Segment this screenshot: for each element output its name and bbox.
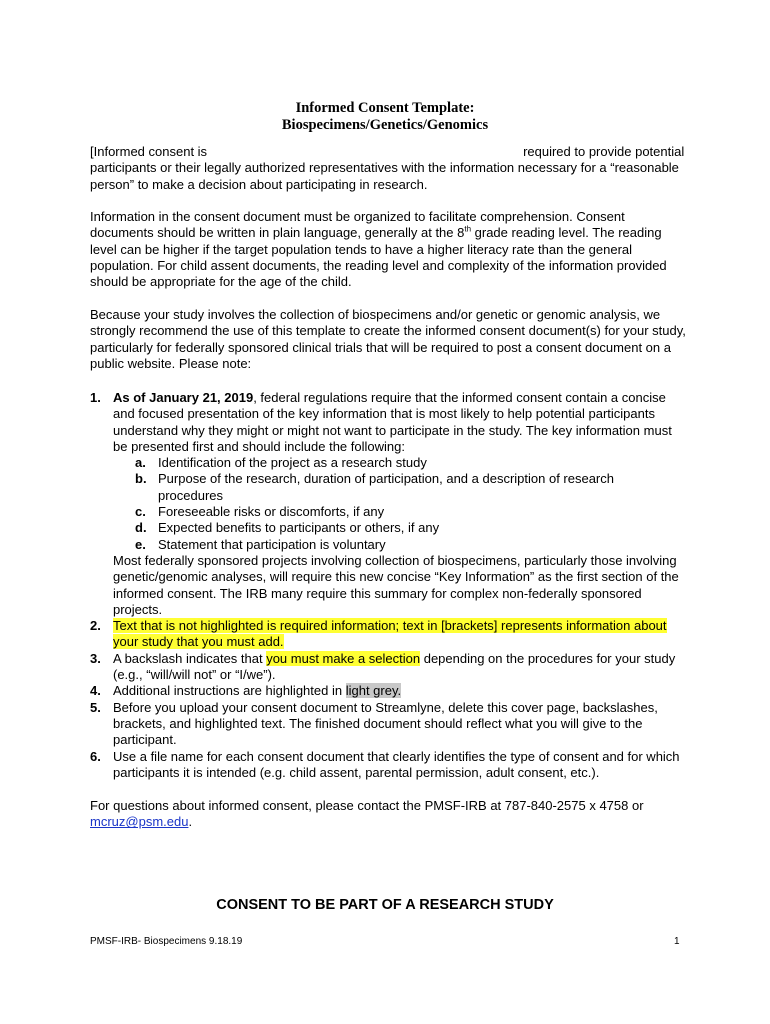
- title-line-1: Informed Consent Template:: [295, 100, 475, 116]
- note-item-3: [90, 651, 680, 684]
- key-information-note: Most federally sponsored projects involving collection of biospecimens, particularly those involving genetic/genomic analyses, will require this new concise “Key Information” as the first section of the informed consent. The IRB many require this summary for complex non-federally sponsored projects.: [113, 552, 679, 617]
- note-item-6: [90, 749, 680, 782]
- contact-text: For questions about informed consent, please contact the PMSF-IRB at 787-840-2575 x 4758 or: [90, 798, 644, 813]
- title-line-2: Biospecimens/Genetics/Genomics: [281, 117, 489, 133]
- note-text: Additional instructions are highlighted in: [113, 683, 346, 699]
- note-text: Before you upload your consent document to Streamlyne, delete this cover page, backslashes, brackets, and highlighted text. The finished document should reflect what you will give to the participant.: [113, 699, 658, 748]
- footer-document-id: PMSF-IRB- Biospecimens 9.18.19: [90, 936, 243, 947]
- subitem-text: Identification of the project as a research study: [158, 455, 427, 471]
- subitem-a: [113, 455, 680, 471]
- readability-text-1: Information in the consent document must be organized to facilitate comprehension. Consent documents should be written in plain language, generally at the 8: [90, 209, 625, 241]
- contact-end: .: [188, 814, 193, 830]
- subitem-d: [113, 520, 680, 536]
- subitem-e: [113, 537, 680, 553]
- notes-list: [90, 390, 680, 781]
- intro-paragraph: [90, 144, 690, 193]
- note-number: 6.: [90, 748, 101, 764]
- note-number: 1.: [90, 390, 101, 405]
- consent-heading: CONSENT TO BE PART OF A RESEARCH STUDY: [216, 897, 554, 913]
- subitem-text: Purpose of the research, duration of participation, and a description of research procedures: [158, 471, 614, 503]
- note-item-1: [90, 390, 680, 618]
- note-text: , federal regulations require that the informed consent contain a concise and focused presentation of the key information that is most likely to help potential participants understand why they might or might not want to participate in the study. The key information must be presented first and should include the following:: [113, 390, 672, 454]
- ordinal-superscript: th: [464, 224, 472, 234]
- subitem-c: [113, 504, 680, 520]
- note-number: 2.: [90, 618, 101, 634]
- grey-highlight: light grey.: [345, 683, 402, 699]
- document-title: [0, 100, 770, 134]
- note-text: depending on the procedures for your study (e.g., “will/will not” or “I/we”).: [113, 650, 676, 683]
- note-number: 4.: [90, 683, 101, 699]
- key-information-list: [113, 455, 680, 553]
- subitem-text: Expected benefits to participants or others, if any: [158, 520, 440, 536]
- subitem-letter: e.: [135, 536, 146, 552]
- contact-paragraph: [90, 798, 690, 831]
- required-info-highlight: Text that is not highlighted is required information; text in [brackets] represents information about your study that you must add.: [113, 618, 667, 650]
- note-item-2: [90, 618, 680, 651]
- note-text: Use a file name for each consent document that clearly identifies the type of consent and for which participants it is intended (e.g. child assent, parental permission, adult consent, etc.).: [113, 748, 680, 780]
- note-item-5: [90, 700, 680, 749]
- because-text: Because your study involves the collection of biospecimens and/or genetic or genomic analysis, we strongly recommend the use of this template to create the informed consent document(s) for your study, particularly for federally sponsored clinical trials that will be required to post a consent document on a public website. Please note:: [90, 307, 686, 371]
- note-number: 5.: [90, 699, 101, 715]
- readability-paragraph: [90, 209, 690, 290]
- email-link[interactable]: mcruz@psm.edu: [90, 814, 189, 830]
- selection-highlight: you must make a selection: [266, 650, 421, 666]
- note-text: A backslash indicates that: [113, 650, 267, 666]
- intro-rest: potential participants or their legally authorized representatives with the information necessary for a “reasonable person” to make a decision about participating in research.: [90, 144, 685, 192]
- intro-end: required to provide: [523, 144, 632, 159]
- intro-start: [Informed consent is: [90, 144, 208, 159]
- subitem-letter: d.: [135, 520, 147, 536]
- note-item-4: [90, 683, 680, 699]
- note-number: 3.: [90, 650, 101, 666]
- subitem-letter: b.: [135, 471, 147, 487]
- subitem-letter: a.: [135, 455, 146, 471]
- subitem-letter: c.: [135, 504, 146, 520]
- note-date: As of January 21, 2019: [113, 390, 254, 405]
- subitem-text: Foreseeable risks or discomforts, if any: [158, 504, 385, 520]
- subitem-text: Statement that participation is voluntary: [158, 536, 386, 552]
- page-number: 1: [674, 936, 680, 947]
- subitem-b: [113, 471, 680, 504]
- because-paragraph: [90, 307, 690, 372]
- readability-text-2: grade reading level. The reading level can be higher if the target population tends to have a higher literacy rate than the general population. For child assent documents, the reading level and complexity of the information provided should be appropriate for the age of the child.: [90, 225, 667, 290]
